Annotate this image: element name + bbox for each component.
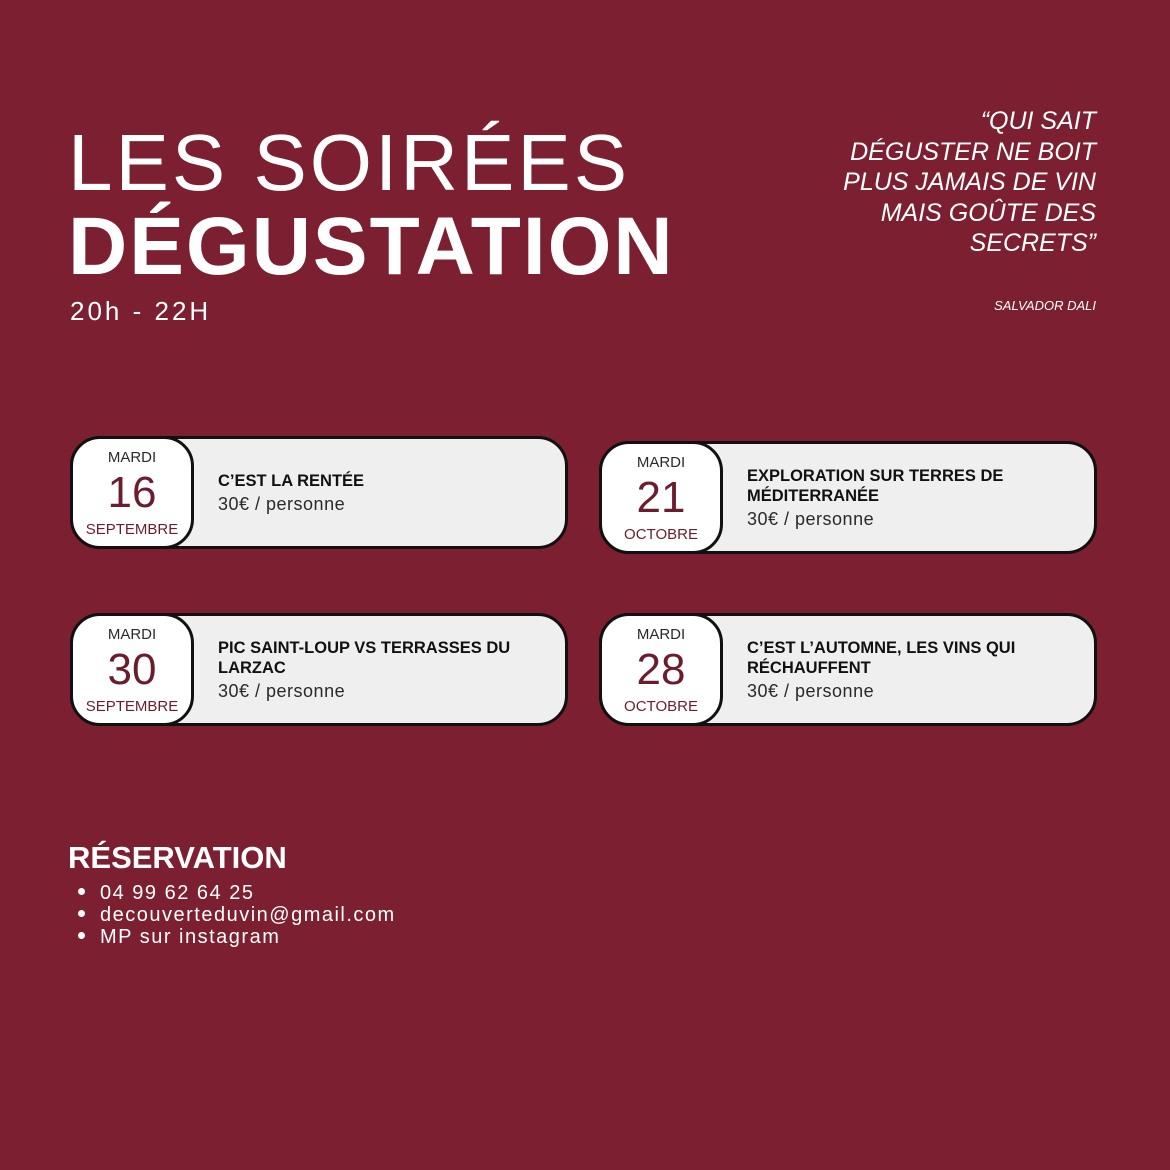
event-info <box>218 616 547 723</box>
date-weekday: MARDI <box>107 626 157 643</box>
event-price: 30€ / personne <box>747 680 875 701</box>
reservation-title: RÉSERVATION <box>68 840 287 875</box>
event-title: C’EST L’AUTOMNE, LES VINS QUI RÉCHAUFFENT <box>747 638 1016 677</box>
contact-phone-text: 04 99 62 64 25 <box>100 882 255 904</box>
event-info <box>747 616 1076 723</box>
event-price: 30€ / personne <box>218 493 346 514</box>
date-badge <box>70 613 194 726</box>
event-price: 30€ / personne <box>747 508 875 529</box>
date-month: SEPTEMBRE <box>85 698 179 715</box>
date-month: SEPTEMBRE <box>85 521 179 538</box>
contact-email[interactable] <box>78 904 396 926</box>
reservation-list <box>78 882 396 948</box>
event-price: 30€ / personne <box>218 680 346 701</box>
date-day: 21 <box>636 473 686 522</box>
bullet-icon <box>78 910 85 917</box>
title-line-1: LES SOIRÉES <box>68 118 631 207</box>
date-month: OCTOBRE <box>624 698 698 715</box>
quote-text: “QUI SAIT DÉGUSTER NE BOIT PLUS JAMAIS DE VIN MAIS GOÛTE DES SECRETS” <box>843 107 1096 257</box>
event-time: 20h - 22H <box>70 296 212 326</box>
event-card-3 <box>70 613 568 726</box>
event-card-1 <box>70 436 568 549</box>
event-title: PIC SAINT-LOUP VS TERRASSES DU LARZAC <box>218 638 511 677</box>
bullet-icon <box>78 932 85 939</box>
event-info <box>747 444 1076 551</box>
quote-author: SALVADOR DALI <box>994 298 1096 313</box>
event-title: EXPLORATION SUR TERRES DE MÉDITERRANÉE <box>747 466 1004 505</box>
date-weekday: MARDI <box>107 449 157 466</box>
date-day: 16 <box>107 468 157 517</box>
title-line-2: DÉGUSTATION <box>68 201 675 292</box>
date-day: 30 <box>107 645 157 694</box>
date-badge <box>599 613 723 726</box>
event-info <box>218 439 547 546</box>
date-month: OCTOBRE <box>624 526 698 543</box>
contact-instagram[interactable] <box>78 926 396 948</box>
contact-instagram-text: MP sur instagram <box>100 926 281 948</box>
contact-phone[interactable] <box>78 882 396 904</box>
event-card-2 <box>599 441 1097 554</box>
contact-email-text: decouverteduvin@gmail.com <box>100 904 396 926</box>
bullet-icon <box>78 888 85 895</box>
event-title: C’EST LA RENTÉE <box>218 471 365 490</box>
date-weekday: MARDI <box>636 626 686 643</box>
date-day: 28 <box>636 645 686 694</box>
date-badge <box>599 441 723 554</box>
date-badge <box>70 436 194 549</box>
event-card-4 <box>599 613 1097 726</box>
date-weekday: MARDI <box>636 454 686 471</box>
